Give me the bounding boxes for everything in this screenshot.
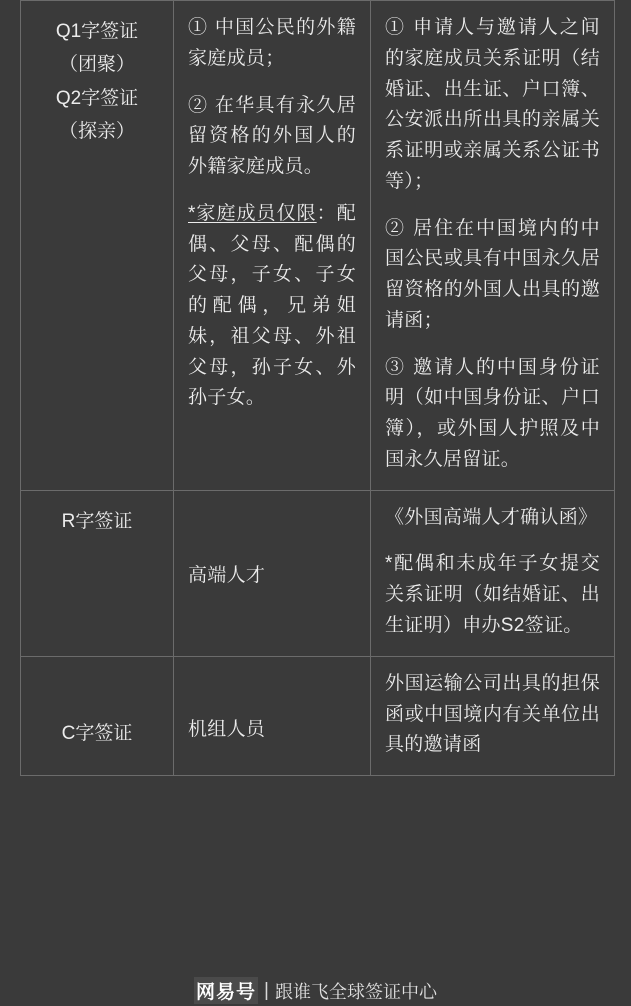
documents-content <box>371 491 614 656</box>
table-cell-visa-type <box>21 656 174 775</box>
watermark-bar <box>0 972 631 1006</box>
table-cell-applicants <box>174 1 371 491</box>
applicants-content <box>174 1 370 428</box>
applicants-item: 高端人才 <box>188 564 266 586</box>
table-cell-documents <box>371 656 615 775</box>
table-cell-applicants <box>174 656 371 775</box>
table-row <box>21 490 615 656</box>
watermark-text: 跟谁飞全球签证中心 <box>274 981 437 1002</box>
visa-type-line: C字签证 <box>61 722 133 744</box>
visa-requirements-table <box>20 0 615 776</box>
table-cell-applicants <box>174 490 371 656</box>
visa-type-line: R字签证 <box>61 510 133 532</box>
applicants-note-underlined: *家庭成员仅限 <box>188 202 317 224</box>
documents-content <box>371 1 614 490</box>
watermark-logo: 网易号 <box>194 977 258 1004</box>
documents-item: 《外国高端人才确认函》 <box>385 506 598 528</box>
visa-type-line: （探亲） <box>58 120 135 142</box>
visa-type-stack <box>21 1 173 162</box>
table-row <box>21 656 615 775</box>
scrollbar[interactable] <box>626 0 629 1006</box>
applicants-note-rest: ：配偶、父母、配偶的父母，子女、子女的配偶，兄弟姐妹，祖父母、外祖父母，孙子女、外孙子女。 <box>188 202 356 409</box>
documents-content <box>371 657 614 775</box>
visa-type-line: Q2字签证 <box>55 87 139 109</box>
visa-type-stack <box>21 657 173 764</box>
visa-type-stack <box>21 491 173 552</box>
visa-type-line: Q1字签证 <box>55 21 139 42</box>
table-cell-documents <box>371 1 615 491</box>
watermark-separator: | <box>264 979 269 1001</box>
table-cell-visa-type <box>21 490 174 656</box>
table-row <box>21 1 615 491</box>
table-cell-visa-type <box>21 1 174 491</box>
applicants-content <box>174 657 370 760</box>
applicants-item: ② 在华具有永久居留资格的外国人的外籍家庭成员。 <box>188 94 356 178</box>
applicants-content <box>174 491 370 606</box>
documents-item: 外国运输公司出具的担保函或中国境内有关单位出具的邀请函 <box>385 672 600 756</box>
documents-note: *配偶和未成年子女提交关系证明（如结婚证、出生证明）申办S2签证。 <box>385 553 600 637</box>
documents-item: ① 申请人与邀请人之间的家庭成员关系证明（结婚证、出生证、户口簿、公安派出所出具的亲属关系证明或亲属关系公证书等）； <box>385 17 600 192</box>
applicants-item: 机组人员 <box>188 718 266 740</box>
table-cell-documents <box>371 490 615 656</box>
applicants-note <box>188 199 356 414</box>
documents-item: ③ 邀请人的中国身份证明（如中国身份证、户口簿），或外国人护照及中国永久居留证。 <box>385 356 600 470</box>
applicants-item: ① 中国公民的外籍家庭成员； <box>188 17 356 69</box>
visa-type-line: （团聚） <box>58 54 135 76</box>
documents-item: ② 居住在中国境内的中国公民或具有中国永久居留资格的外国人出具的邀请函； <box>385 217 600 331</box>
watermark <box>194 977 437 1006</box>
